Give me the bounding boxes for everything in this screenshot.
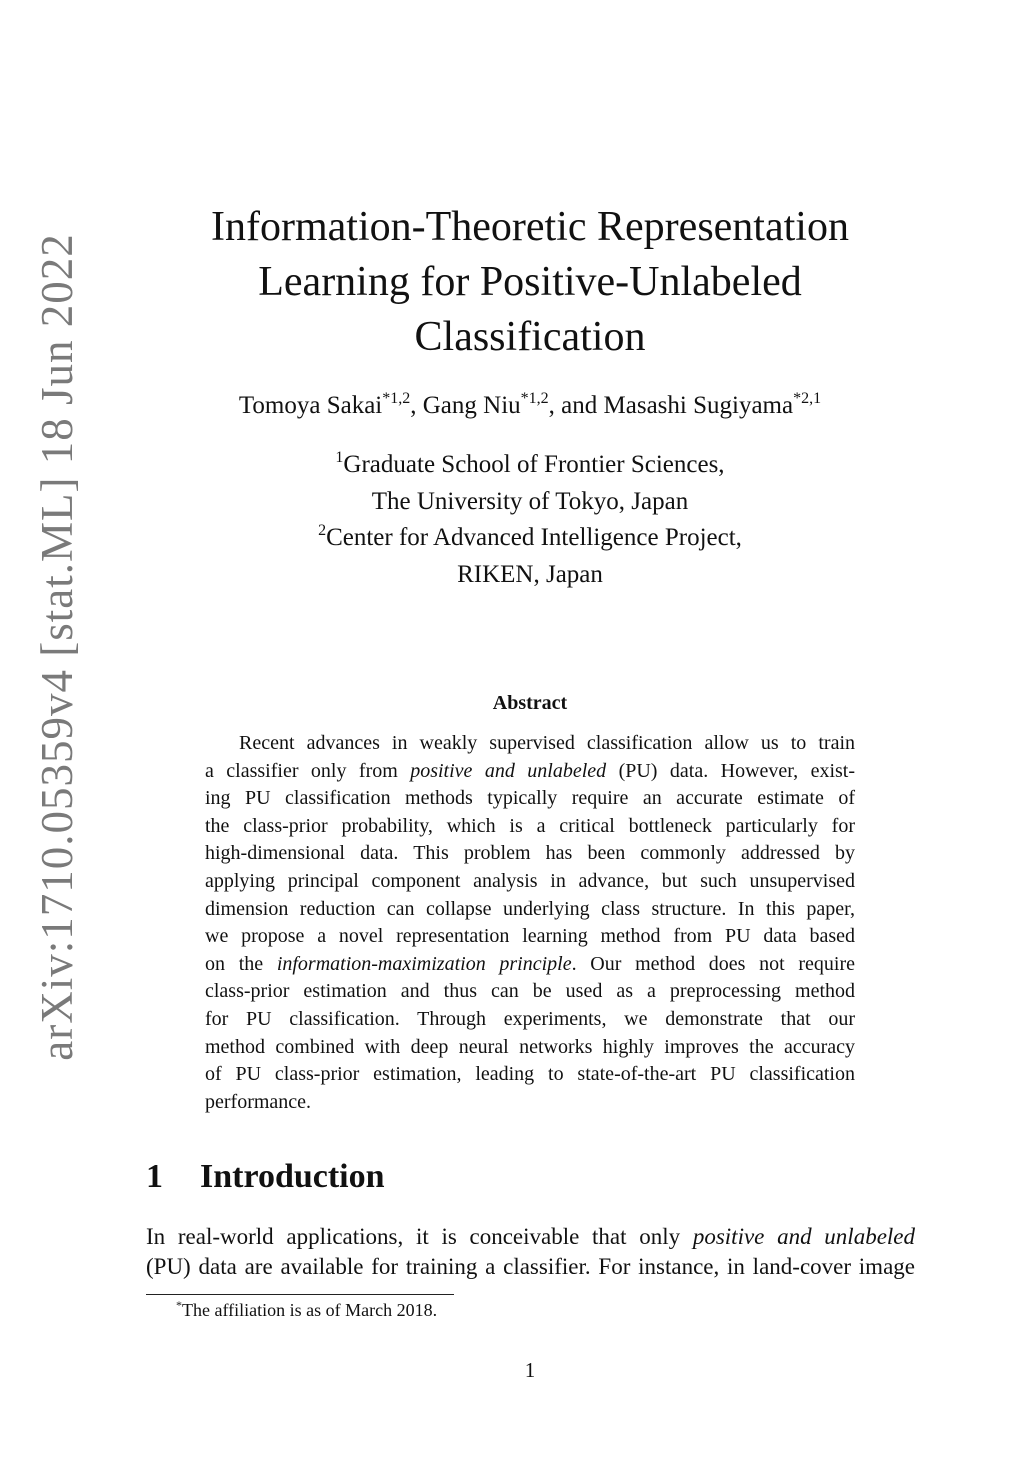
abstract-line: class-prior estimation and thus can be used as a preprocessing method — [205, 980, 855, 1003]
footnote-divider — [146, 1294, 454, 1295]
introduction-body — [146, 1222, 915, 1282]
author-affiliation-marks: *2,1 — [793, 390, 822, 407]
author-list — [100, 388, 960, 424]
author-name: Masashi Sugiyama — [603, 392, 794, 419]
emphasis-text: positive and unlabeled — [692, 1224, 915, 1249]
abstract-line: we propose a novel representation learning method from PU data based — [205, 925, 855, 948]
abstract-line: Recent advances in weakly supervised classification allow us to train — [239, 732, 855, 754]
title-line: Learning for Positive-Unlabeled — [258, 259, 802, 305]
emphasis-text: information-maximization principle — [276, 952, 572, 975]
abstract-line: dimension reduction can collapse underlying class structure. In this paper, — [205, 897, 855, 920]
footnote — [176, 1298, 437, 1322]
abstract-line: applying principal component analysis in advance, but such unsupervised — [205, 869, 855, 892]
affiliation-line: $^1$Graduate School of Frontier Sciences, — [335, 449, 725, 478]
title-line: Information-Theoretic Representation — [211, 204, 849, 250]
author-name: Gang Niu — [422, 392, 521, 419]
author-name: Tomoya Sakai — [238, 392, 383, 419]
arxiv-identifier-stamp: arXiv:1710.05359v4 [stat.ML] 18 Jun 2022 — [32, 233, 82, 1061]
abstract-line: high-dimensional data. This problem has been commonly addressed by — [205, 842, 855, 865]
intro-line: (PU) data are available for training a classifier. For instance, in land-cover image — [146, 1254, 915, 1279]
abstract-heading: Abstract — [492, 692, 568, 714]
title-line: Classification — [414, 314, 646, 360]
affiliation-mark: 1 — [335, 449, 344, 466]
affiliation-mark: 2 — [318, 522, 327, 539]
paper-title — [150, 200, 910, 365]
emphasis-text: positive and unlabeled — [410, 759, 607, 782]
intro-line: In real-world applications, it is conceivable that only positive and unlabeled — [146, 1224, 915, 1249]
abstract-line: for PU classification. Through experiments, we demonstrate that our — [205, 1007, 855, 1030]
abstract-line: the class-prior probability, which is a critical bottleneck particularly for — [205, 814, 855, 837]
author-separator: , and — [548, 392, 604, 419]
abstract-line: of PU class-prior estimation, leading to state-of-the-art PU classification — [205, 1063, 855, 1086]
section-heading — [146, 1158, 385, 1196]
affiliation-line: The University of Tokyo, Japan — [371, 487, 689, 515]
affiliations — [150, 447, 910, 593]
affiliation-line: RIKEN, Japan — [457, 560, 603, 588]
affiliation-line: $^2$Center for Advanced Intelligence Project, — [318, 522, 742, 551]
abstract-line: ing PU classification methods typically require an accurate estimate of — [205, 787, 855, 810]
author-affiliation-marks: *1,2 — [520, 390, 549, 407]
footnote-mark: * — [176, 1298, 182, 1312]
abstract-line: on the information-maximization principle. Our method does not require — [205, 952, 855, 975]
author-affiliation-marks: *1,2 — [382, 390, 411, 407]
page-number: 1 — [524, 1358, 536, 1382]
abstract-line: performance. — [205, 1090, 312, 1113]
footnote-text: The affiliation is as of March 2018. — [182, 1300, 438, 1320]
author-separator: , — [410, 392, 423, 419]
section-number: 1 — [146, 1158, 163, 1195]
abstract-body — [205, 730, 855, 1116]
section-title: Introduction — [200, 1158, 385, 1195]
abstract-line: method combined with deep neural networks highly improves the accuracy — [205, 1035, 855, 1058]
abstract-line: a classifier only from positive and unlabeled (PU) data. However, exist- — [205, 759, 855, 782]
